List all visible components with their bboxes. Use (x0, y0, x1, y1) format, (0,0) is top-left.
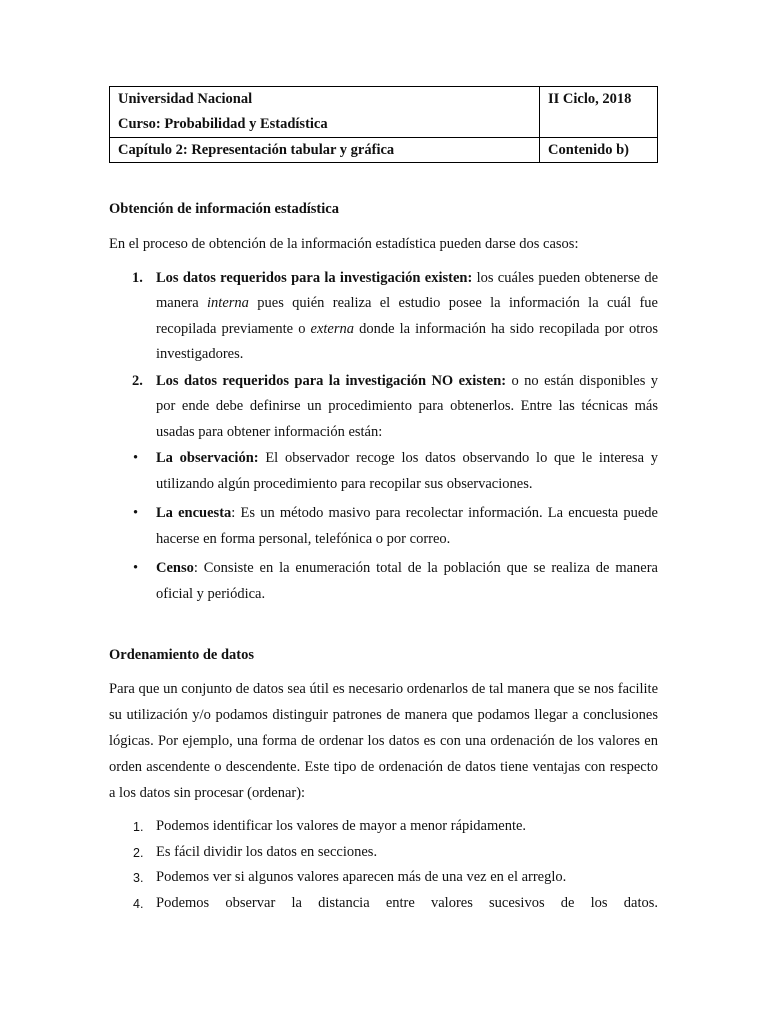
bullet-item-censo (109, 556, 658, 607)
course-name: Curso: Probabilidad y Estadística (118, 116, 328, 132)
content-label: Contenido b) (540, 138, 658, 163)
item-number: 1. (132, 269, 143, 286)
cycle-label: II Ciclo, 2018 (548, 91, 632, 107)
bullet-heading: La encuesta (156, 505, 232, 521)
section-title-obtencion: Obtención de información estadística (109, 201, 339, 217)
course-header-table (109, 86, 658, 163)
bullet-icon: • (133, 560, 139, 576)
item-text: Podemos identificar los valores de mayor a menor rápidamente. (156, 818, 527, 834)
bullet-heading: La observación: (156, 450, 259, 466)
section-title-ordenamiento: Ordenamiento de datos (109, 647, 254, 663)
bullet-text: : Consiste en la enumeración total de la población que se realiza de manera oficial y periódica. (156, 560, 658, 602)
item-text: los cuáles pueden obtenerse de manera (156, 269, 659, 311)
university-name: Universidad Nacional (118, 91, 253, 107)
ordered-item-1 (109, 814, 658, 840)
numbered-item-1 (109, 266, 658, 368)
item-number: 2. (133, 845, 144, 860)
item-number: 3. (133, 871, 144, 885)
document-body (109, 197, 658, 916)
item-italic-interna: interna (207, 295, 249, 311)
chapter-title: Capítulo 2: Representación tabular y gráfica (110, 138, 540, 163)
ordered-item-3 (109, 865, 658, 891)
bullet-item-encuesta (109, 501, 658, 552)
bullet-icon: • (133, 505, 139, 521)
ordered-item-2 (109, 840, 658, 866)
item-text: Podemos observar la distancia entre valores sucesivos de los datos. (156, 894, 658, 911)
numbered-item-2 (109, 369, 658, 446)
bullet-text: : Es un método masivo para recolectar información. La encuesta puede hacerse en forma personal, telefónica o por correo. (156, 505, 658, 547)
item-number: 1. (133, 820, 144, 834)
item-text: Podemos ver si algunos valores aparecen más de una vez en el arreglo. (156, 869, 567, 885)
item-text: donde la información ha sido recopilada por otros investigadores. (156, 320, 658, 362)
item-heading: Los datos requeridos para la investigación NO existen: (156, 372, 507, 389)
ordered-item-4 (109, 891, 658, 917)
item-text: Es fácil dividir los datos en secciones. (156, 843, 378, 860)
header-cell-cycle (540, 87, 658, 138)
bullet-heading: Censo (156, 560, 194, 576)
bullet-icon: • (133, 450, 139, 466)
bullet-text: El observador recoge los datos observando lo que le interesa y utilizando algún procedimiento para recopilar sus observaciones. (156, 450, 658, 492)
item-italic-externa: externa (310, 320, 355, 337)
header-cell-course-info (110, 87, 540, 138)
bullet-item-observacion (109, 446, 658, 497)
item-text: pues quién realiza el estudio posee la información la cuál fue recopilada previamente o (156, 295, 658, 337)
item-text: o no están disponibles y por ende debe definirse un procedimiento para obtenerlos. Entre las técnicas más usadas para obtener información están: (156, 372, 658, 440)
item-heading: Los datos requeridos para la investigación existen: (156, 269, 473, 286)
item-number: 4. (133, 896, 144, 911)
item-number: 2. (132, 372, 143, 389)
ordenamiento-paragraph: Para que un conjunto de datos sea útil es necesario ordenarlos de tal manera que se nos facilite su utilización y/o podamos distinguir patrones de manera que podamos llegar a conclusiones lógicas. Por ejemplo, una forma de ordenar los datos es con una ordenación de los valores en orden ascendente o descendente. Este tipo de ordenación de datos tiene ventajas con respecto a los datos sin procesar (ordenar): (109, 681, 658, 801)
section-intro: En el proceso de obtención de la información estadística pueden darse dos casos: (109, 236, 579, 252)
